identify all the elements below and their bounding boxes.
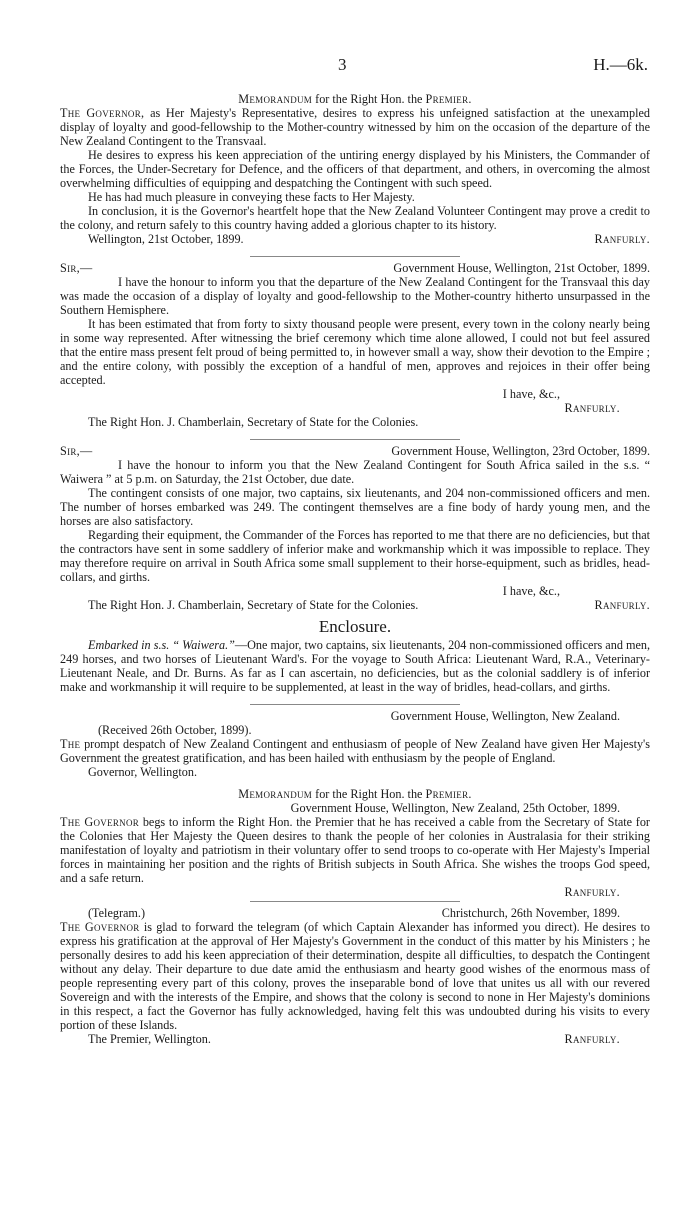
addressee: The Premier, Wellington. [88,1032,211,1046]
addressee: The Right Hon. J. Chamberlain, Secretary of State for the Colonies. [88,598,419,612]
sign-off [60,232,650,246]
paragraph: He has had much pleasure in conveying these facts to Her Majesty. [88,190,415,204]
addressee: Governor, Wellington. [88,765,197,779]
paragraph: The prompt despatch of New Zealand Contingent and enthusiasm of people of New Zealand have given Her Majesty's Government the greatest gratification, and has been hailed with enthusiasm by the people of England. [60,737,650,765]
received-date: (Received 26th October, 1899). [98,723,252,737]
telegram-2 [60,906,650,1046]
memorandum-2 [60,787,650,899]
enclosure [60,617,651,694]
telegram-heading [60,906,650,920]
place-date: Christchurch, 26th November, 1899. [441,906,620,920]
paragraph: He desires to express his keen appreciation of the untiring energy displayed by his Ministers, the Commander of the Forces, the Under-Secretary for Defence, and the officers of that department, and others, in overcoming the almost overwhelming difficulties of equipping and despatching the Contingent with such speed. [60,148,650,190]
signature: Ranfurly. [594,232,650,246]
divider [250,256,460,257]
page-number: 3 [338,55,347,74]
memorandum-title: Memorandum for the Right Hon. the Premier. [238,92,472,106]
divider [250,901,460,902]
letter-2 [60,444,650,612]
paragraph: The Governor, as Her Majesty's Representative, desires to express his unfeigned satisfaction at the unexampled display of loyalty and good-fellowship to the Mother-country witnessed by him on the occasion of the departure of the New Zealand Contingent to the Transvaal. [60,106,650,148]
addressee: The Right Hon. J. Chamberlain, Secretary of State for the Colonies. [88,415,419,429]
letter-1 [60,261,650,429]
paragraph: I have the honour to inform you that the New Zealand Contingent for South Africa sailed in the s.s. “ Waiwera ” at 5 p.m. on Saturday, the 21st October, due date. [60,458,650,486]
paragraph: The Governor begs to inform the Right Hon. the Premier that he has received a cable from the Secretary of State for the Colonies that Her Majesty the Queen desires to thank the people of her colonies in Australasia for their striking manifestation of loyalty and patriotism in their voluntary offer to send troops to co-operate with Her Majesty's Imperial forces in maintaining her position and the rights of British subjects in South Africa. She wishes the troops God speed, and a safe return. [60,815,650,885]
paragraph: Embarked in s.s. “ Waiwera.”—One major, two captains, six lieutenants, 204 non-commissioned officers and men, 249 horses, and two horses of Lieutenant Ward's. For the voyage to South Africa: Lieutenant Ward, R.A., Veterinary-Lieutenant Neale, and Dr. Burns. As far as I can ascertain, no deficiencies, but as the colonial saddlery is of inferior make and workmanship it will require to be supplemented, at least in the way of bridles, head-collars, and girths. [60,638,651,694]
enclosure-title: Enclosure. [318,617,392,636]
signature: Ranfurly. [594,598,650,612]
salutation: Sir,— [60,444,93,458]
paragraph: The contingent consists of one major, two captains, six lieutenants, and 204 non-commissioned officers and men. The number of horses embarked was 249. The contingent themselves are a fine body of hardy young men, and the horses are also satisfactory. [60,486,650,528]
paragraph: It has been estimated that from forty to sixty thousand people were present, every town in the colony nearly being in some way represented. After witnessing the brief ceremony which time alone allowed, I could not but feel assured that the entire mass present felt proud of being permitted to, in however small a way, show their devotion to the Empire ; and the entire colony, with possibly the exception of a handful of men, approves and rejoices in their offer being accepted. [60,317,650,387]
divider [250,439,460,440]
memorandum-title: Memorandum for the Right Hon. the Premier. [238,787,472,801]
paragraph: Regarding their equipment, the Commander of the Forces has reported to me that there are no deficiencies, but that the contractors have sent in some saddlery of inferior make and workmanship which it was impossible to replace. They may therefore require on arrival in South Africa some small supplement to their horse-equipment, such as bridles, head-collars, and girths. [60,528,650,584]
document-reference: H.—6k. [593,55,648,74]
paragraph: The Governor is glad to forward the telegram (of which Captain Alexander has informed you direct). He desires to express his gratification at the approval of Her Majesty's Government in the conduct of this matter by his Ministers ; he personally desires to add his keen appreciation of their determination, despite all difficulties, to despatch the Contingent without any delay. Their departure to due date amid the enthusiasm and hearty good wishes of the enormous mass of people representing every part of this colony, proves the inseparable bond of love that unites us all with our revered Sovereign and with the interests of the Empire, and shows that the colony is second to none in Her Majesty's dominions in this respect, a fact the Governor has fully acknowledged, having felt this was undoubted during his visits to every portion of these Islands. [60,920,650,1032]
salutation: Sir,— [60,261,93,275]
memorandum-address: Government House, Wellington, New Zealand, 25th October, 1899. [290,801,620,815]
sign-off [60,598,650,612]
divider [250,704,460,705]
place-date: Wellington, 21st October, 1899. [88,232,244,246]
signature: Ranfurly. [564,1032,620,1046]
telegram-label: (Telegram.) [88,906,146,920]
letter-address: Government House, Wellington, 23rd October, 1899. [391,444,650,458]
telegram-address: Government House, Wellington, New Zealand. [390,709,620,723]
letter-heading [60,261,650,275]
signature: Ranfurly. [564,401,620,415]
document-body [60,92,650,1046]
paragraph: I have the honour to inform you that the departure of the New Zealand Contingent for the Transvaal this day was made the occasion of a display of loyalty and good-fellowship to the Mother-country hitherto unsurpassed in the Southern Hemisphere. [60,275,650,317]
memorandum-1 [60,92,650,246]
sign-off [60,1032,650,1046]
letter-address: Government House, Wellington, 21st October, 1899. [393,261,650,275]
signature: Ranfurly. [564,885,620,899]
closing: I have, &c., [502,584,560,598]
closing: I have, &c., [502,387,560,401]
paragraph: In conclusion, it is the Governor's heartfelt hope that the New Zealand Volunteer Contingent may prove a credit to the colony, and return safely to this country having added a glorious chapter to its history. [60,204,650,232]
telegram-1 [60,709,650,779]
letter-heading [60,444,650,458]
